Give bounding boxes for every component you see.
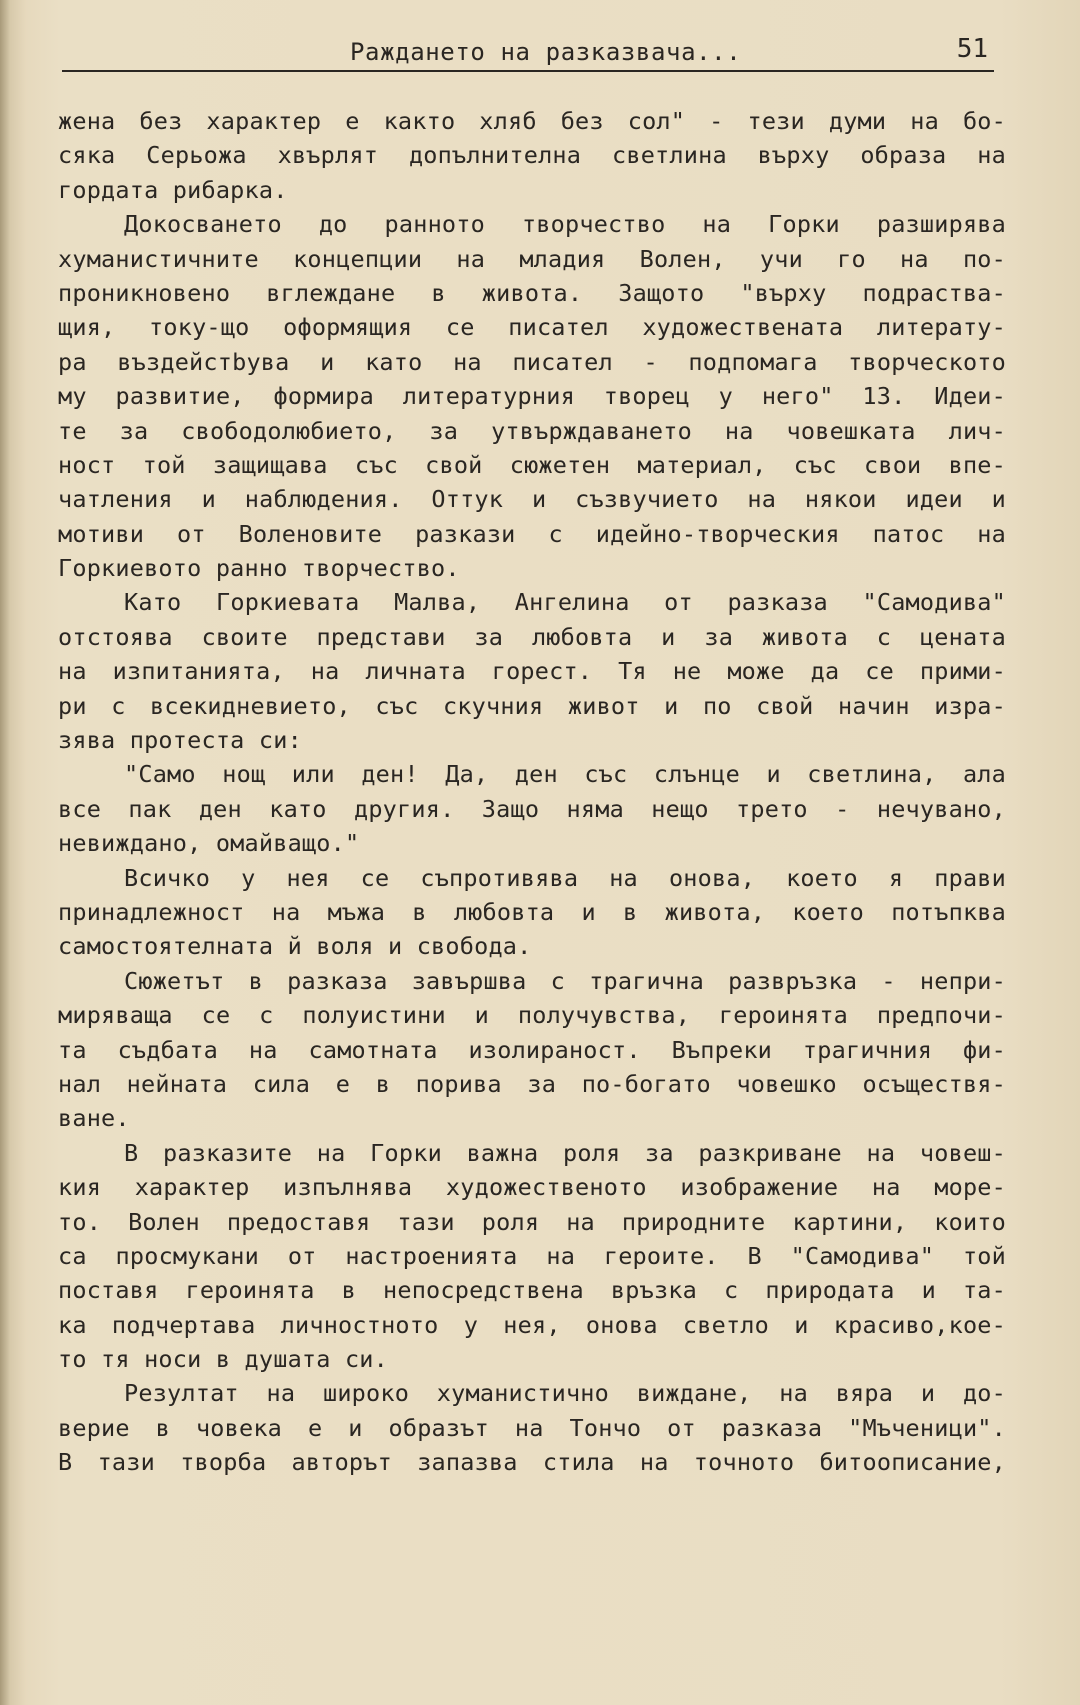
paragraph-start-line: Като Горкиевата Малва, Ангелина от разказа "Самодива" bbox=[124, 588, 1006, 617]
page-spine-shadow bbox=[0, 0, 10, 1705]
paragraph-start-line: Сюжетът в разказа завършва с трагична развръзка - непри- bbox=[124, 966, 1006, 995]
text-line: са просмукани от настроенията на героите. В "Самодива" той bbox=[58, 1241, 1006, 1270]
text-line: верие в човека е и образът на Тончо от разказа "Мъченици". bbox=[58, 1413, 1006, 1442]
text-line: самостоятелната й воля и свобода. bbox=[58, 932, 532, 961]
text-line: ка подчертава личностното у нея, онова светло и красиво,кое- bbox=[58, 1310, 1006, 1339]
text-line: то тя носи в душата си. bbox=[58, 1345, 389, 1374]
text-line: щия, току-що оформящия се писател художествената литерату- bbox=[58, 313, 1006, 342]
quotation-line: невиждано, омайващо." bbox=[58, 829, 360, 858]
running-title: Раждането на разказвача... bbox=[350, 38, 742, 66]
text-line: ра въздейстbува и като на писател - подпомага творческото bbox=[58, 347, 1006, 376]
text-line: В тази творба авторът запазва стила на точното битоописание, bbox=[58, 1448, 1006, 1477]
paragraph-start-line: Резултат на широко хуманистично виждане, на вяра и до- bbox=[124, 1379, 1006, 1408]
text-line: та съдбата на самотната изолираност. Въпреки трагичния фи- bbox=[58, 1035, 1006, 1064]
text-line: чатления и наблюдения. Оттук и съзвучието на някои идеи и bbox=[58, 485, 1006, 514]
paragraph-start-line: В разказите на Горки важна роля за разкриване на човеш- bbox=[124, 1138, 1006, 1167]
text-line: то. Волен предоставя тази роля на природните картини, които bbox=[58, 1207, 1006, 1236]
text-line: на изпитанията, на личната горест. Тя не може да се прими- bbox=[58, 657, 1006, 686]
text-line: поставя героинята в непосредствена връзка с природата и та- bbox=[58, 1276, 1006, 1305]
paragraph-start-line: Докосването до ранното творчество на Горки разширява bbox=[124, 210, 1006, 239]
quotation-line: все пак ден като другия. Защо няма нещо трето - нечувано, bbox=[58, 794, 1006, 823]
body-text bbox=[58, 104, 1006, 1480]
paragraph-start-line: Всичко у нея се съпротивява на онова, което я прави bbox=[124, 863, 1006, 892]
text-line: те за свободолюбието, за утвърждаването на човешката лич- bbox=[58, 416, 1006, 445]
text-line: зява протеста си: bbox=[58, 726, 302, 755]
text-line: ване. bbox=[58, 1104, 130, 1133]
text-line: сяка Серьожа хвърлят допълнителна светлина върху образа на bbox=[58, 141, 1006, 170]
text-line: принадлежност на мъжа в любовта и в живота, което потъпква bbox=[58, 897, 1006, 926]
page-number: 51 bbox=[956, 34, 988, 64]
quotation-line: "Само нощ или ден! Да, ден със слънце и светлина, ала bbox=[124, 760, 1006, 789]
text-line: Горкиевото ранно творчество. bbox=[58, 554, 460, 583]
text-line: жена без характер е както хляб без сол" - тези думи на бо- bbox=[58, 107, 1006, 135]
text-line: отстоява своите представи за любовта и за живота с цената bbox=[58, 622, 1006, 651]
text-line: мотиви от Воленовите разкази с идейно-творческия патос на bbox=[58, 519, 1006, 548]
text-line-with-footnote: му развитие, формира литературния творец у него" 13. Идеи- bbox=[58, 382, 1006, 411]
text-line: ри с всекидневието, със скучния живот и по свой начин изра- bbox=[58, 691, 1006, 720]
text-line: проникновено вглеждане в живота. Защото "върху подраства- bbox=[58, 278, 1006, 307]
text-line: гордата рибарка. bbox=[58, 175, 288, 204]
text-line: кия характер изпълнява художественото изображение на море- bbox=[58, 1173, 1006, 1202]
text-line: миряваща се с полуистини и получувства, героинята предпочи- bbox=[58, 1001, 1006, 1030]
running-header bbox=[62, 30, 994, 72]
text-line: ност той защищава със свой сюжетен материал, със свои впе- bbox=[58, 450, 1006, 479]
text-line: хуманистичните концепции на младия Волен, учи го на по- bbox=[58, 244, 1006, 273]
text-line: нал нейната сила е в порива за по-богато човешко осъществя- bbox=[58, 1069, 1006, 1098]
